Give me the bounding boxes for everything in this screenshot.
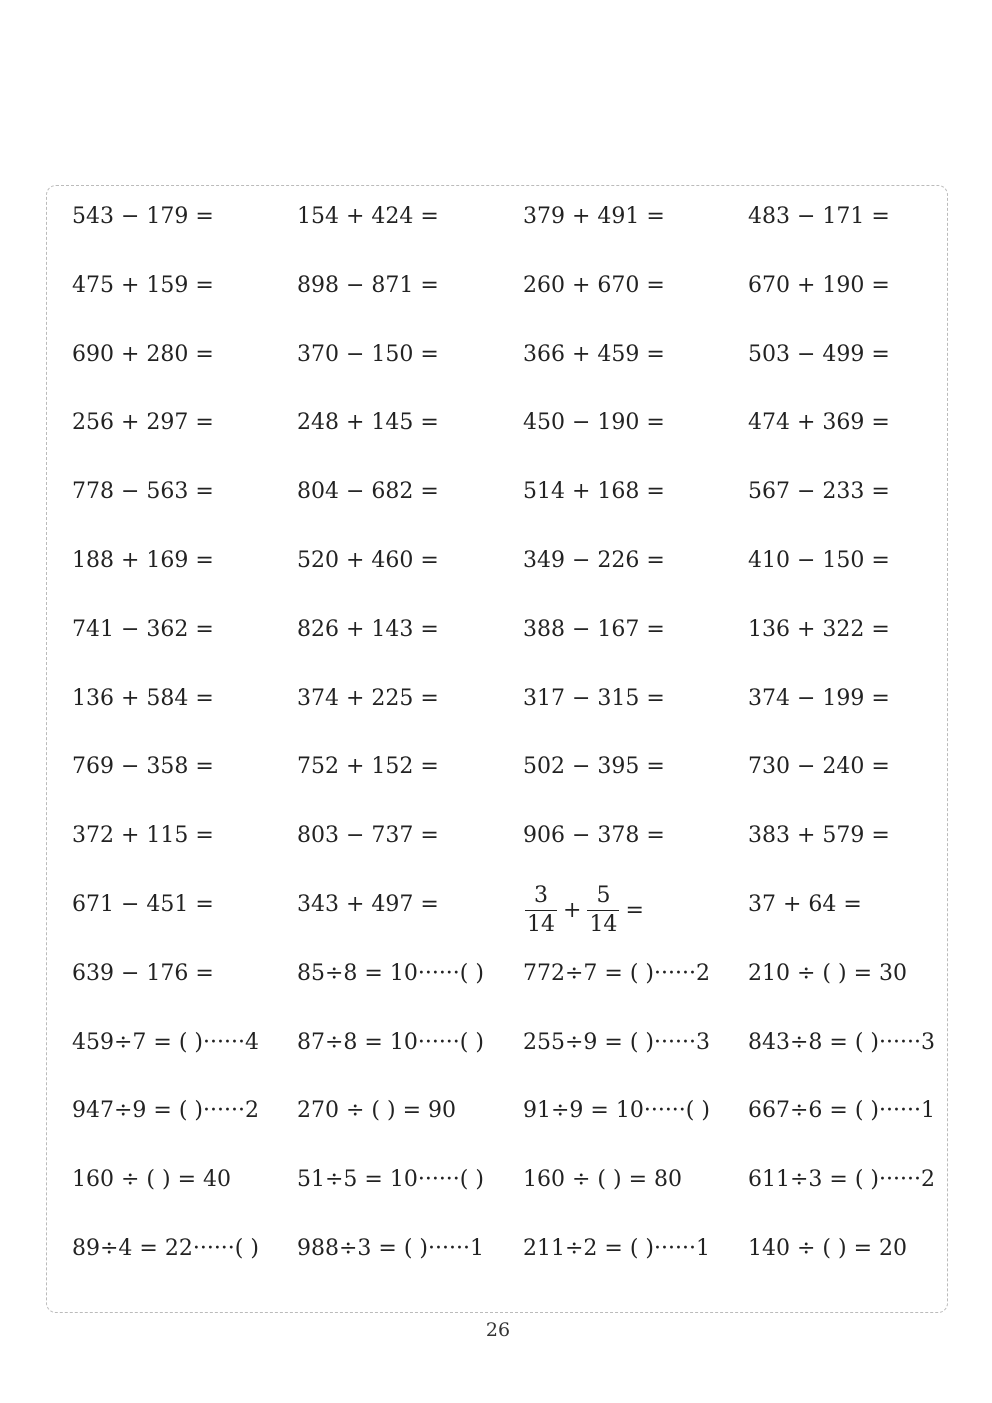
problem: 136 + 584 = bbox=[72, 685, 214, 711]
problem: 188 + 169 = bbox=[72, 548, 214, 573]
problem: 87÷8 = 10······( ) bbox=[297, 1029, 484, 1055]
problem: 372 + 115 = bbox=[72, 823, 214, 849]
problem: 741 − 362 = bbox=[72, 616, 214, 642]
equals-sign: = bbox=[625, 897, 644, 923]
problem: 947÷9 = ( )······2 bbox=[72, 1098, 259, 1124]
problem: 843÷8 = ( )······3 bbox=[748, 1029, 935, 1055]
fraction-2-numerator: 5 bbox=[587, 885, 619, 911]
problem: 503 − 499 = bbox=[748, 341, 890, 367]
problem: 826 + 143 = bbox=[297, 616, 439, 642]
problem: 475 + 159 = bbox=[72, 272, 214, 298]
problem: 514 + 168 = bbox=[523, 479, 665, 505]
problem: 388 − 167 = bbox=[523, 616, 665, 642]
problem: 670 + 190 = bbox=[748, 272, 890, 298]
problem: 730 − 240 = bbox=[748, 754, 890, 780]
problem: 459÷7 = ( )······4 bbox=[72, 1029, 259, 1055]
problem: 154 + 424 = bbox=[297, 204, 439, 229]
problem: 752 + 152 = bbox=[297, 754, 439, 780]
problem-row bbox=[47, 747, 949, 787]
problem: 248 + 145 = bbox=[297, 410, 439, 436]
problem: 366 + 459 = bbox=[523, 341, 665, 367]
problem: 160 ÷ ( ) = 80 bbox=[523, 1167, 682, 1193]
problem: 374 − 199 = bbox=[748, 685, 890, 711]
problem: 91÷9 = 10······( ) bbox=[523, 1098, 710, 1124]
problem: 898 − 871 = bbox=[297, 272, 439, 298]
problem: 804 − 682 = bbox=[297, 479, 439, 505]
problem-row bbox=[47, 266, 949, 306]
page-number: 26 bbox=[485, 1319, 511, 1341]
problem: 270 ÷ ( ) = 90 bbox=[297, 1098, 456, 1124]
problem: 85÷8 = 10······( ) bbox=[297, 960, 484, 986]
problem-row bbox=[47, 610, 949, 650]
fraction-2-denominator: 14 bbox=[589, 912, 618, 937]
problem-row bbox=[47, 1091, 949, 1131]
problem-row bbox=[47, 197, 949, 237]
problem: 374 + 225 = bbox=[297, 685, 439, 711]
problem: 410 − 150 = bbox=[748, 548, 890, 573]
problem: 778 − 563 = bbox=[72, 479, 214, 505]
problem: 690 + 280 = bbox=[72, 341, 214, 367]
problem: 260 + 670 = bbox=[523, 272, 665, 298]
problem: 671 − 451 = bbox=[72, 892, 214, 917]
problem: 343 + 497 = bbox=[297, 892, 439, 917]
problem: 383 + 579 = bbox=[748, 823, 890, 849]
problem: 639 − 176 = bbox=[72, 960, 214, 986]
fraction-problem bbox=[523, 883, 648, 937]
problem: 906 − 378 = bbox=[523, 823, 665, 849]
problem-row bbox=[47, 679, 949, 719]
problem: 769 − 358 = bbox=[72, 754, 214, 780]
problem: 988÷3 = ( )······1 bbox=[297, 1236, 484, 1261]
problem: 37 + 64 = bbox=[748, 892, 862, 917]
problem-row bbox=[47, 954, 949, 994]
problem: 611÷3 = ( )······2 bbox=[748, 1167, 935, 1193]
problem: 474 + 369 = bbox=[748, 410, 890, 436]
plus-operator: + bbox=[563, 897, 582, 923]
problem: 772÷7 = ( )······2 bbox=[523, 960, 710, 986]
fraction-1-denominator: 14 bbox=[527, 912, 555, 937]
fraction-2 bbox=[587, 885, 619, 936]
problem: 379 + 491 = bbox=[523, 204, 665, 229]
problem: 349 − 226 = bbox=[523, 548, 665, 573]
problem: 51÷5 = 10······( ) bbox=[297, 1167, 484, 1193]
problem-row bbox=[47, 335, 949, 375]
problem: 567 − 233 = bbox=[748, 479, 890, 505]
problem: 803 − 737 = bbox=[297, 823, 439, 849]
problem-row bbox=[47, 1229, 949, 1269]
problem-row bbox=[47, 1023, 949, 1063]
worksheet-box bbox=[46, 185, 948, 1313]
problem: 211÷2 = ( )······1 bbox=[523, 1236, 710, 1261]
problem: 450 − 190 = bbox=[523, 410, 665, 436]
fraction-1 bbox=[525, 885, 557, 936]
problem: 89÷4 = 22······( ) bbox=[72, 1236, 259, 1261]
problem: 502 − 395 = bbox=[523, 754, 665, 780]
problem: 543 − 179 = bbox=[72, 204, 214, 229]
fraction-1-numerator: 3 bbox=[525, 885, 557, 911]
problem: 370 − 150 = bbox=[297, 341, 439, 367]
problem-row bbox=[47, 1160, 949, 1200]
problem: 160 ÷ ( ) = 40 bbox=[72, 1167, 231, 1193]
problem: 255÷9 = ( )······3 bbox=[523, 1029, 710, 1055]
problem: 210 ÷ ( ) = 30 bbox=[748, 960, 907, 986]
problem: 317 − 315 = bbox=[523, 685, 665, 711]
problem: 483 − 171 = bbox=[748, 204, 890, 229]
problem-row bbox=[47, 883, 949, 937]
problem: 140 ÷ ( ) = 20 bbox=[748, 1236, 907, 1261]
problem-row bbox=[47, 816, 949, 856]
problem: 520 + 460 = bbox=[297, 548, 439, 573]
problem-row bbox=[47, 472, 949, 512]
problem: 136 + 322 = bbox=[748, 616, 890, 642]
problem: 256 + 297 = bbox=[72, 410, 214, 436]
problem-row bbox=[47, 541, 949, 581]
problem-row bbox=[47, 403, 949, 443]
problem: 667÷6 = ( )······1 bbox=[748, 1098, 935, 1124]
